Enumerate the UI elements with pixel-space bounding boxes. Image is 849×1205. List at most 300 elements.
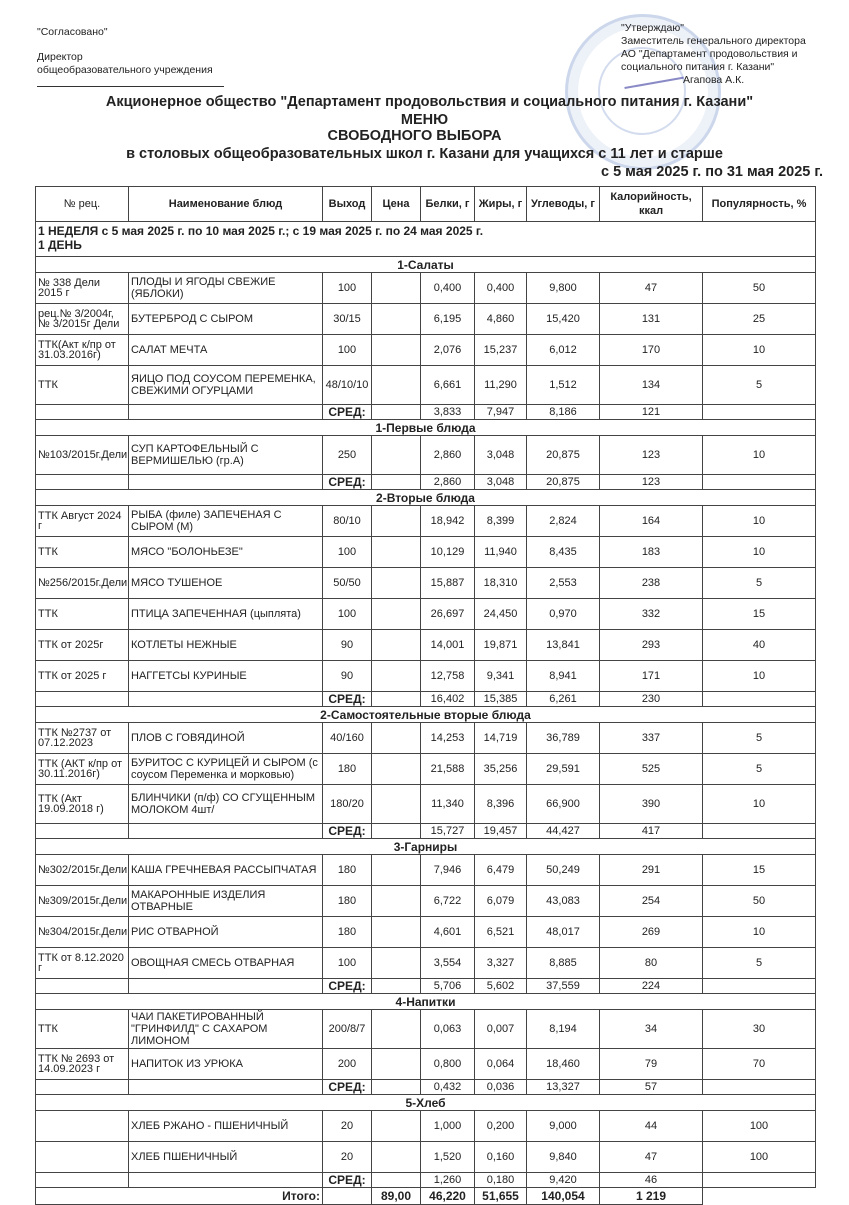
menu-title: МЕНЮ bbox=[400, 112, 449, 128]
dish-popularity: 25 bbox=[703, 304, 816, 335]
dish-kcal: 390 bbox=[600, 785, 703, 824]
dish-protein: 15,887 bbox=[421, 568, 475, 599]
dish-carbs: 8,435 bbox=[527, 537, 600, 568]
dish-kcal: 293 bbox=[600, 630, 703, 661]
dish-name: МЯСО "БОЛОНЬЕЗЕ" bbox=[129, 537, 323, 568]
empty-cell bbox=[129, 692, 323, 707]
approver-title-line1: Заместитель генерального директора bbox=[621, 35, 806, 47]
dish-protein: 2,860 bbox=[421, 436, 475, 475]
dish-yield: 180 bbox=[323, 855, 372, 886]
average-kcal: 224 bbox=[600, 979, 703, 994]
recipe-number: ТТК №2737 от 07.12.2023 bbox=[36, 723, 129, 754]
dish-popularity: 50 bbox=[703, 273, 816, 304]
approver-title-line2: АО "Департамент продовольствия и bbox=[621, 48, 798, 60]
dish-fat: 24,450 bbox=[475, 599, 527, 630]
dish-price bbox=[372, 886, 421, 917]
dish-popularity: 15 bbox=[703, 599, 816, 630]
free-choice-title: СВОБОДНОГО ВЫБОРА bbox=[327, 128, 502, 144]
dish-price bbox=[372, 723, 421, 754]
average-kcal: 57 bbox=[600, 1080, 703, 1095]
dish-carbs: 15,420 bbox=[527, 304, 600, 335]
average-row bbox=[36, 692, 816, 707]
dish-yield: 200 bbox=[323, 1049, 372, 1080]
menu-table bbox=[35, 186, 816, 1205]
dish-protein: 10,129 bbox=[421, 537, 475, 568]
average-protein: 3,833 bbox=[421, 405, 475, 420]
dish-popularity: 50 bbox=[703, 886, 816, 917]
approval-right-block bbox=[621, 22, 806, 87]
section-title: 1-Салаты bbox=[36, 257, 816, 273]
dish-name: КОТЛЕТЫ НЕЖНЫЕ bbox=[129, 630, 323, 661]
table-row bbox=[36, 304, 816, 335]
dish-name: МАКАРОННЫЕ ИЗДЕЛИЯ ОТВАРНЫЕ bbox=[129, 886, 323, 917]
dish-yield: 200/8/7 bbox=[323, 1010, 372, 1049]
recipe-number: №256/2015г.Дели bbox=[36, 568, 129, 599]
approver-name: Агапова А.К. bbox=[683, 74, 745, 86]
dish-yield: 100 bbox=[323, 599, 372, 630]
average-fat: 0,180 bbox=[475, 1173, 527, 1188]
dish-name: СУП КАРТОФЕЛЬНЫЙ С ВЕРМИШЕЛЬЮ (гр.А) bbox=[129, 436, 323, 475]
average-fat: 3,048 bbox=[475, 475, 527, 490]
table-row bbox=[36, 630, 816, 661]
recipe-number: рец.№ 3/2004г, № 3/2015г Дели bbox=[36, 304, 129, 335]
average-carbs: 44,427 bbox=[527, 824, 600, 839]
dish-carbs: 9,000 bbox=[527, 1111, 600, 1142]
table-row bbox=[36, 1010, 816, 1049]
empty-cell bbox=[372, 979, 421, 994]
header-protein: Белки, г bbox=[421, 187, 475, 222]
section-header-row bbox=[36, 994, 816, 1010]
dish-popularity: 10 bbox=[703, 537, 816, 568]
dish-fat: 3,048 bbox=[475, 436, 527, 475]
period-title: с 5 мая 2025 г. по 31 мая 2025 г. bbox=[601, 164, 823, 180]
dish-yield: 100 bbox=[323, 335, 372, 366]
dish-kcal: 183 bbox=[600, 537, 703, 568]
dish-popularity: 40 bbox=[703, 630, 816, 661]
section-title: 1-Первые блюда bbox=[36, 420, 816, 436]
dish-name: РИС ОТВАРНОЙ bbox=[129, 917, 323, 948]
dish-popularity: 5 bbox=[703, 754, 816, 785]
total-fat: 51,655 bbox=[475, 1188, 527, 1205]
empty-cell bbox=[129, 1080, 323, 1095]
dish-popularity: 5 bbox=[703, 948, 816, 979]
header-price: Цена bbox=[372, 187, 421, 222]
dish-kcal: 47 bbox=[600, 273, 703, 304]
institution-label: общеобразовательного учреждения bbox=[37, 64, 213, 76]
empty-cell bbox=[703, 1080, 816, 1095]
average-label: СРЕД: bbox=[323, 405, 372, 420]
total-row bbox=[36, 1188, 816, 1205]
dish-carbs: 0,970 bbox=[527, 599, 600, 630]
table-header-row bbox=[36, 187, 816, 222]
table-row bbox=[36, 855, 816, 886]
dish-carbs: 6,012 bbox=[527, 335, 600, 366]
dish-fat: 19,871 bbox=[475, 630, 527, 661]
dish-fat: 8,399 bbox=[475, 506, 527, 537]
total-kcal: 1 219 bbox=[600, 1188, 703, 1205]
average-protein: 1,260 bbox=[421, 1173, 475, 1188]
average-fat: 7,947 bbox=[475, 405, 527, 420]
dish-name: ЯИЦО ПОД СОУСОМ ПЕРЕМЕНКА, СВЕЖИМИ ОГУРЦАМИ bbox=[129, 366, 323, 405]
dish-yield: 80/10 bbox=[323, 506, 372, 537]
section-header-row bbox=[36, 707, 816, 723]
empty-cell bbox=[372, 692, 421, 707]
table-row bbox=[36, 1049, 816, 1080]
section-title: 5-Хлеб bbox=[36, 1095, 816, 1111]
average-row bbox=[36, 1173, 816, 1188]
dish-yield: 100 bbox=[323, 537, 372, 568]
average-label: СРЕД: bbox=[323, 979, 372, 994]
dish-carbs: 48,017 bbox=[527, 917, 600, 948]
dish-yield: 20 bbox=[323, 1142, 372, 1173]
dish-price bbox=[372, 1010, 421, 1049]
dish-name: САЛАТ МЕЧТА bbox=[129, 335, 323, 366]
table-row bbox=[36, 754, 816, 785]
dish-yield: 250 bbox=[323, 436, 372, 475]
average-protein: 0,432 bbox=[421, 1080, 475, 1095]
dish-protein: 6,195 bbox=[421, 304, 475, 335]
dish-protein: 7,946 bbox=[421, 855, 475, 886]
dish-name: БУТЕРБРОД С СЫРОМ bbox=[129, 304, 323, 335]
dish-popularity: 10 bbox=[703, 785, 816, 824]
recipe-number: ТТК (Акт 19.09.2018 г) bbox=[36, 785, 129, 824]
section-header-row bbox=[36, 257, 816, 273]
dish-name: ХЛЕБ ПШЕНИЧНЫЙ bbox=[129, 1142, 323, 1173]
empty-cell bbox=[36, 979, 129, 994]
average-kcal: 417 bbox=[600, 824, 703, 839]
dish-name: ПЛОДЫ И ЯГОДЫ СВЕЖИЕ (ЯБЛОКИ) bbox=[129, 273, 323, 304]
average-fat: 0,036 bbox=[475, 1080, 527, 1095]
table-row bbox=[36, 273, 816, 304]
dish-popularity: 5 bbox=[703, 366, 816, 405]
empty-cell bbox=[372, 1173, 421, 1188]
empty-cell bbox=[372, 475, 421, 490]
dish-name: НАПИТОК ИЗ УРЮКА bbox=[129, 1049, 323, 1080]
dish-fat: 11,940 bbox=[475, 537, 527, 568]
table-row bbox=[36, 785, 816, 824]
total-carbs: 140,054 bbox=[527, 1188, 600, 1205]
header-kcal: Калорийность, ккал bbox=[600, 187, 703, 222]
dish-price bbox=[372, 1142, 421, 1173]
dish-fat: 9,341 bbox=[475, 661, 527, 692]
dish-fat: 0,007 bbox=[475, 1010, 527, 1049]
dish-name: КАША ГРЕЧНЕВАЯ РАССЫПЧАТАЯ bbox=[129, 855, 323, 886]
dish-price bbox=[372, 661, 421, 692]
empty-cell bbox=[703, 692, 816, 707]
table-row bbox=[36, 661, 816, 692]
dish-kcal: 170 bbox=[600, 335, 703, 366]
dish-protein: 12,758 bbox=[421, 661, 475, 692]
dish-name: НАГГЕТСЫ КУРИНЫЕ bbox=[129, 661, 323, 692]
dish-fat: 4,860 bbox=[475, 304, 527, 335]
organization-title: Акционерное общество "Департамент продовольствия и социального питания г. Казани" bbox=[105, 94, 754, 110]
average-carbs: 37,559 bbox=[527, 979, 600, 994]
week-label: 1 НЕДЕЛЯ с 5 мая 2025 г. по 10 мая 2025 г.; с 19 мая 2025 г. по 24 мая 2025 г. bbox=[38, 224, 484, 238]
average-protein: 16,402 bbox=[421, 692, 475, 707]
dish-protein: 1,000 bbox=[421, 1111, 475, 1142]
total-label: Итого: bbox=[36, 1188, 323, 1205]
section-header-row bbox=[36, 1095, 816, 1111]
table-row bbox=[36, 599, 816, 630]
dish-popularity: 10 bbox=[703, 335, 816, 366]
recipe-number: ТТК bbox=[36, 537, 129, 568]
empty-cell bbox=[323, 1188, 372, 1205]
dish-kcal: 269 bbox=[600, 917, 703, 948]
dish-price bbox=[372, 568, 421, 599]
approval-left-block bbox=[37, 26, 213, 77]
empty-cell bbox=[372, 824, 421, 839]
average-row bbox=[36, 979, 816, 994]
day-label: 1 ДЕНЬ bbox=[38, 238, 82, 252]
average-label: СРЕД: bbox=[323, 1080, 372, 1095]
dish-protein: 18,942 bbox=[421, 506, 475, 537]
average-carbs: 9,420 bbox=[527, 1173, 600, 1188]
recipe-number: ТТК bbox=[36, 366, 129, 405]
recipe-number bbox=[36, 1111, 129, 1142]
table-row bbox=[36, 568, 816, 599]
empty-cell bbox=[36, 405, 129, 420]
dish-price bbox=[372, 366, 421, 405]
dish-yield: 180 bbox=[323, 886, 372, 917]
recipe-number: ТТК от 2025г bbox=[36, 630, 129, 661]
dish-kcal: 254 bbox=[600, 886, 703, 917]
dish-yield: 40/160 bbox=[323, 723, 372, 754]
recipe-number: ТТК от 8.12.2020 г bbox=[36, 948, 129, 979]
empty-cell bbox=[703, 405, 816, 420]
dish-popularity: 10 bbox=[703, 436, 816, 475]
dish-carbs: 18,460 bbox=[527, 1049, 600, 1080]
dish-popularity: 70 bbox=[703, 1049, 816, 1080]
empty-cell bbox=[703, 979, 816, 994]
recipe-number: №103/2015г.Дели bbox=[36, 436, 129, 475]
dish-fat: 14,719 bbox=[475, 723, 527, 754]
dish-popularity: 15 bbox=[703, 855, 816, 886]
average-fat: 15,385 bbox=[475, 692, 527, 707]
dish-fat: 11,290 bbox=[475, 366, 527, 405]
dish-price bbox=[372, 273, 421, 304]
dish-fat: 3,327 bbox=[475, 948, 527, 979]
recipe-number: ТТК bbox=[36, 599, 129, 630]
recipe-number: №302/2015г.Дели bbox=[36, 855, 129, 886]
dish-kcal: 291 bbox=[600, 855, 703, 886]
header-yield: Выход bbox=[323, 187, 372, 222]
average-fat: 19,457 bbox=[475, 824, 527, 839]
signature-line bbox=[37, 86, 224, 87]
average-row bbox=[36, 475, 816, 490]
dish-fat: 18,310 bbox=[475, 568, 527, 599]
dish-kcal: 44 bbox=[600, 1111, 703, 1142]
dish-protein: 0,800 bbox=[421, 1049, 475, 1080]
dish-fat: 0,200 bbox=[475, 1111, 527, 1142]
dish-kcal: 134 bbox=[600, 366, 703, 405]
dish-yield: 90 bbox=[323, 661, 372, 692]
recipe-number: №309/2015г.Дели bbox=[36, 886, 129, 917]
dish-price bbox=[372, 335, 421, 366]
dish-kcal: 131 bbox=[600, 304, 703, 335]
dish-protein: 0,400 bbox=[421, 273, 475, 304]
average-protein: 2,860 bbox=[421, 475, 475, 490]
total-protein: 46,220 bbox=[421, 1188, 475, 1205]
dish-yield: 30/15 bbox=[323, 304, 372, 335]
recipe-number: № 338 Дели 2015 г bbox=[36, 273, 129, 304]
section-header-row bbox=[36, 839, 816, 855]
average-carbs: 13,327 bbox=[527, 1080, 600, 1095]
dish-fat: 0,160 bbox=[475, 1142, 527, 1173]
dish-yield: 100 bbox=[323, 273, 372, 304]
dish-name: ПЛОВ С ГОВЯДИНОЙ bbox=[129, 723, 323, 754]
empty-cell bbox=[372, 405, 421, 420]
dish-protein: 11,340 bbox=[421, 785, 475, 824]
section-header-row bbox=[36, 490, 816, 506]
empty-cell bbox=[703, 1173, 816, 1188]
dish-protein: 6,722 bbox=[421, 886, 475, 917]
average-carbs: 6,261 bbox=[527, 692, 600, 707]
dish-name: ЧАИ ПАКЕТИРОВАННЫЙ "ГРИНФИЛД" С САХАРОМ ЛИМОНОМ bbox=[129, 1010, 323, 1049]
dish-popularity: 5 bbox=[703, 568, 816, 599]
dish-name: ХЛЕБ РЖАНО - ПШЕНИЧНЫЙ bbox=[129, 1111, 323, 1142]
dish-popularity: 5 bbox=[703, 723, 816, 754]
empty-cell bbox=[129, 1173, 323, 1188]
table-row bbox=[36, 917, 816, 948]
dish-fat: 0,400 bbox=[475, 273, 527, 304]
dish-carbs: 8,941 bbox=[527, 661, 600, 692]
dish-fat: 6,079 bbox=[475, 886, 527, 917]
recipe-number: ТТК Август 2024 г bbox=[36, 506, 129, 537]
recipe-number: ТТК(Акт к/пр от 31.03.2016г) bbox=[36, 335, 129, 366]
section-title: 4-Напитки bbox=[36, 994, 816, 1010]
approver-title-line3: социального питания г. Казани" bbox=[621, 61, 775, 73]
average-row bbox=[36, 405, 816, 420]
dish-protein: 0,063 bbox=[421, 1010, 475, 1049]
dish-price bbox=[372, 630, 421, 661]
dish-protein: 26,697 bbox=[421, 599, 475, 630]
average-label: СРЕД: bbox=[323, 692, 372, 707]
average-kcal: 230 bbox=[600, 692, 703, 707]
recipe-number: ТТК от 2025 г bbox=[36, 661, 129, 692]
section-header-row bbox=[36, 420, 816, 436]
dish-protein: 14,253 bbox=[421, 723, 475, 754]
dish-popularity: 100 bbox=[703, 1142, 816, 1173]
dish-yield: 20 bbox=[323, 1111, 372, 1142]
section-title: 2-Самостоятельные вторые блюда bbox=[36, 707, 816, 723]
dish-carbs: 9,800 bbox=[527, 273, 600, 304]
dish-carbs: 8,194 bbox=[527, 1010, 600, 1049]
average-kcal: 46 bbox=[600, 1173, 703, 1188]
dish-name: БУРИТОС С КУРИЦЕЙ И СЫРОМ (с соусом Переменка и морковью) bbox=[129, 754, 323, 785]
recipe-number: №304/2015г.Дели bbox=[36, 917, 129, 948]
dish-price bbox=[372, 855, 421, 886]
table-row bbox=[36, 537, 816, 568]
dish-popularity: 10 bbox=[703, 917, 816, 948]
table-row bbox=[36, 886, 816, 917]
empty-cell bbox=[129, 824, 323, 839]
dish-carbs: 29,591 bbox=[527, 754, 600, 785]
dish-fat: 15,237 bbox=[475, 335, 527, 366]
dish-name: БЛИНЧИКИ (п/ф) СО СГУЩЕННЫМ МОЛОКОМ 4шт/ bbox=[129, 785, 323, 824]
empty-cell bbox=[36, 1080, 129, 1095]
dish-carbs: 43,083 bbox=[527, 886, 600, 917]
average-kcal: 121 bbox=[600, 405, 703, 420]
dish-protein: 2,076 bbox=[421, 335, 475, 366]
dish-protein: 6,661 bbox=[421, 366, 475, 405]
dish-yield: 180 bbox=[323, 754, 372, 785]
dish-protein: 1,520 bbox=[421, 1142, 475, 1173]
dish-carbs: 9,840 bbox=[527, 1142, 600, 1173]
recipe-number: ТТК bbox=[36, 1010, 129, 1049]
dish-kcal: 80 bbox=[600, 948, 703, 979]
dish-carbs: 36,789 bbox=[527, 723, 600, 754]
average-label: СРЕД: bbox=[323, 475, 372, 490]
average-row bbox=[36, 824, 816, 839]
dish-yield: 50/50 bbox=[323, 568, 372, 599]
total-price: 89,00 bbox=[372, 1188, 421, 1205]
dish-kcal: 525 bbox=[600, 754, 703, 785]
dish-fat: 6,521 bbox=[475, 917, 527, 948]
dish-fat: 8,396 bbox=[475, 785, 527, 824]
audience-title: в столовых общеобразовательных школ г. Казани для учащихся с 11 лет и старше bbox=[126, 146, 723, 162]
dish-fat: 6,479 bbox=[475, 855, 527, 886]
empty-cell bbox=[703, 824, 816, 839]
dish-carbs: 20,875 bbox=[527, 436, 600, 475]
dish-popularity: 100 bbox=[703, 1111, 816, 1142]
empty-cell bbox=[36, 824, 129, 839]
dish-price bbox=[372, 754, 421, 785]
table-row bbox=[36, 436, 816, 475]
agreed-label: "Согласовано" bbox=[37, 26, 108, 38]
dish-price bbox=[372, 304, 421, 335]
dish-yield: 48/10/10 bbox=[323, 366, 372, 405]
dish-price bbox=[372, 948, 421, 979]
dish-fat: 0,064 bbox=[475, 1049, 527, 1080]
table-row bbox=[36, 335, 816, 366]
header-rec: № рец. bbox=[36, 187, 129, 222]
empty-cell bbox=[703, 1188, 816, 1205]
dish-protein: 3,554 bbox=[421, 948, 475, 979]
table-row bbox=[36, 723, 816, 754]
dish-kcal: 171 bbox=[600, 661, 703, 692]
average-protein: 15,727 bbox=[421, 824, 475, 839]
empty-cell bbox=[129, 405, 323, 420]
recipe-number bbox=[36, 1142, 129, 1173]
dish-price bbox=[372, 537, 421, 568]
average-label: СРЕД: bbox=[323, 824, 372, 839]
dish-kcal: 79 bbox=[600, 1049, 703, 1080]
dish-carbs: 50,249 bbox=[527, 855, 600, 886]
dish-carbs: 13,841 bbox=[527, 630, 600, 661]
dish-protein: 4,601 bbox=[421, 917, 475, 948]
table-row bbox=[36, 366, 816, 405]
empty-cell bbox=[36, 692, 129, 707]
dish-yield: 90 bbox=[323, 630, 372, 661]
dish-carbs: 2,824 bbox=[527, 506, 600, 537]
dish-kcal: 47 bbox=[600, 1142, 703, 1173]
header-fat: Жиры, г bbox=[475, 187, 527, 222]
empty-cell bbox=[129, 475, 323, 490]
dish-popularity: 10 bbox=[703, 661, 816, 692]
section-title: 2-Вторые блюда bbox=[36, 490, 816, 506]
director-title: Директор bbox=[37, 51, 83, 63]
week-row bbox=[36, 222, 816, 257]
dish-protein: 21,588 bbox=[421, 754, 475, 785]
dish-name: ОВОЩНАЯ СМЕСЬ ОТВАРНАЯ bbox=[129, 948, 323, 979]
dish-price bbox=[372, 785, 421, 824]
dish-carbs: 1,512 bbox=[527, 366, 600, 405]
table-row bbox=[36, 506, 816, 537]
dish-popularity: 10 bbox=[703, 506, 816, 537]
dish-carbs: 2,553 bbox=[527, 568, 600, 599]
empty-cell bbox=[36, 1173, 129, 1188]
section-title: 3-Гарниры bbox=[36, 839, 816, 855]
